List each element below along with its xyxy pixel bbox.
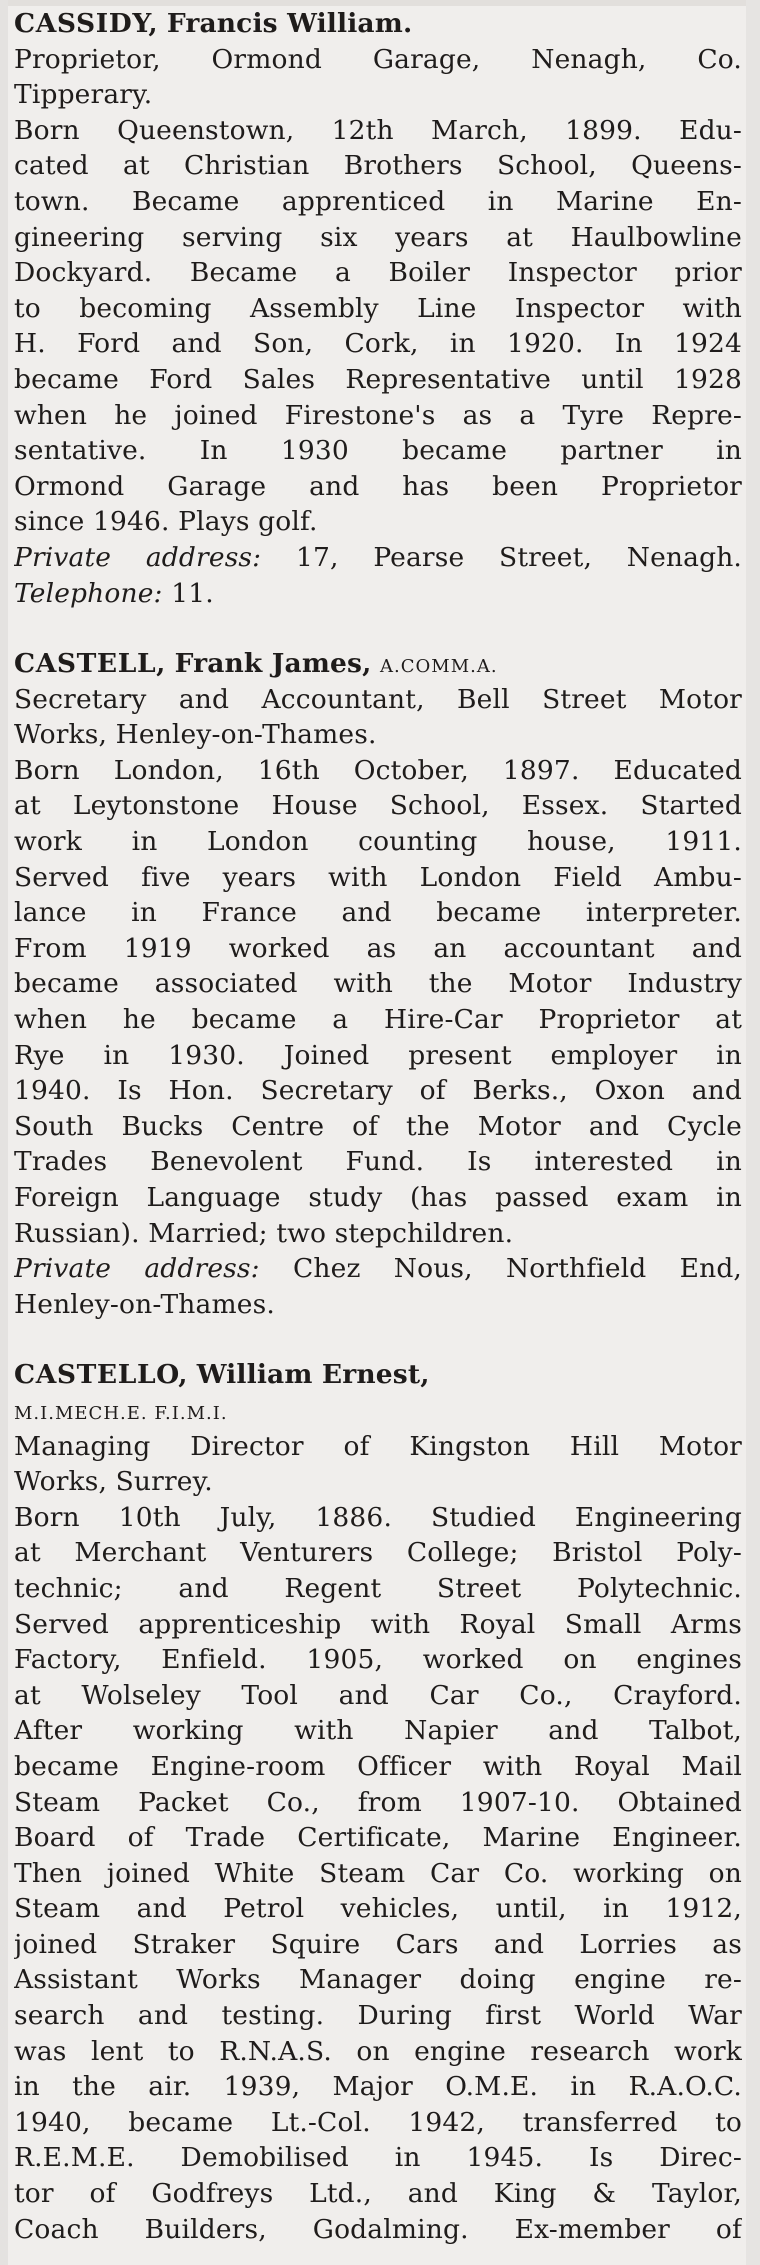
entry-body-line: Rye in 1930. Joined present employer in [14, 1039, 742, 1071]
entry-heading [14, 6, 742, 42]
entry-body-line: Steam and Petrol vehicles, until, in 1912, [14, 1893, 742, 1925]
entry-body-line: Born London, 16th October, 1897. Educated [14, 754, 742, 786]
entry-body-line: at Merchant Venturers College; Bristol Poly- [14, 1537, 742, 1569]
entry-castell [14, 646, 742, 1322]
telephone-label: Telephone: [14, 577, 163, 609]
telephone-value: 11. [171, 577, 214, 609]
entry-body-line: cated at Christian Brothers School, Queens- [14, 150, 742, 182]
entry-body-line: From 1919 worked as an accountant and [14, 932, 742, 964]
private-address-label: Private address: [14, 541, 262, 573]
directory-page [14, 6, 742, 2247]
entry-surname: CASTELLO, [14, 1359, 189, 1391]
entry-body-line: in the air. 1939, Major O.M.E. in R.A.O.C. [14, 2071, 742, 2103]
entry-body-line: town. Became apprenticed in Marine En- [14, 185, 742, 217]
entry-qualifications: M.I.MECH.E. F.I.M.I. [14, 1402, 228, 1424]
entry-body-line: at Leytonstone House School, Essex. Started [14, 790, 742, 822]
entry-body-line: Works, Henley-on-Thames. [14, 719, 377, 751]
entry-body-line: at Wolseley Tool and Car Co., Crayford. [14, 1679, 742, 1711]
private-address-label: Private address: [14, 1253, 260, 1285]
entry-body-line: Born 10th July, 1886. Studied Engineering [14, 1501, 742, 1533]
entry-body-line: became Engine-room Officer with Royal Mail [14, 1750, 742, 1782]
entry-qualifications-line [14, 1393, 742, 1429]
entry-body-line: to becoming Assembly Line Inspector with [14, 292, 742, 324]
entry-body-line: Works, Surrey. [14, 1466, 213, 1498]
entry-heading [14, 1357, 742, 1393]
entry-body-line: when he became a Hire-Car Proprietor at [14, 1004, 742, 1036]
private-address-value: Chez Nous, Northfield End, [292, 1253, 742, 1285]
entry-body-line: when he joined Firestone's as a Tyre Repre- [14, 399, 742, 431]
entry-body-line: Served apprenticeship with Royal Small Arms [14, 1608, 742, 1640]
entry-body-line: Then joined White Steam Car Co. working on [14, 1857, 742, 1889]
entry-body-line: Dockyard. Became a Boiler Inspector prior [14, 257, 742, 289]
private-address-line [14, 1251, 742, 1287]
entry-given-names: William Ernest, [196, 1359, 430, 1391]
entry-body-line: H. Ford and Son, Cork, in 1920. In 1924 [14, 328, 742, 360]
private-address-value: 17, Pearse Street, Nenagh. [296, 541, 742, 573]
entry-gap [14, 1322, 742, 1357]
entry-body-line: work in London counting house, 1911. [14, 826, 742, 858]
telephone-line [14, 576, 742, 612]
entry-cassidy [14, 6, 742, 611]
entry-body-line: 1940, became Lt.-Col. 1942, transferred to [14, 2106, 742, 2138]
entry-gap [14, 611, 742, 646]
entry-body-line: lance in France and became interpreter. [14, 897, 742, 929]
entry-body-line: Tipperary. [14, 79, 153, 111]
page-gutter [0, 0, 8, 2265]
entry-body-line: was lent to R.N.A.S. on engine research work [14, 2035, 742, 2067]
entry-body-line: Served five years with London Field Ambu- [14, 861, 742, 893]
entry-body-line: Steam Packet Co., from 1907-10. Obtained [14, 1786, 742, 1818]
entry-body-line: Secretary and Accountant, Bell Street Motor [14, 683, 742, 715]
entry-body-line: Born Queenstown, 12th March, 1899. Edu- [14, 114, 742, 146]
entry-body-line: Assistant Works Manager doing engine re- [14, 1964, 742, 1996]
entry-body-line: Coach Builders, Godalming. Ex-member of [14, 2213, 742, 2245]
entry-body-line: became Ford Sales Representative until 1928 [14, 363, 742, 395]
private-address-continuation: Henley-on-Thames. [14, 1288, 275, 1320]
private-address-line [14, 540, 742, 576]
entry-body-line: Board of Trade Certificate, Marine Engineer. [14, 1822, 742, 1854]
entry-body-line: since 1946. Plays golf. [14, 506, 318, 538]
entry-body-line: gineering serving six years at Haulbowline [14, 221, 742, 253]
entry-body-line: search and testing. During first World War [14, 2000, 742, 2032]
entry-body-line: Trades Benevolent Fund. Is interested in [14, 1146, 742, 1178]
entry-body-line: Foreign Language study (has passed exam in [14, 1182, 742, 1213]
page-right-edge [746, 0, 760, 2265]
entry-surname: CASSIDY, [14, 8, 159, 39]
entry-body-line: became associated with the Motor Industry [14, 968, 742, 1000]
entry-given-names: Frank James, [174, 648, 372, 680]
entry-body-line: joined Straker Squire Cars and Lorries as [14, 1928, 742, 1960]
entry-body-line: sentative. In 1930 became partner in [14, 435, 742, 467]
entry-body-line: tor of Godfreys Ltd., and King & Taylor, [14, 2178, 742, 2210]
entry-body-line: Russian). Married; two stepchildren. [14, 1217, 514, 1249]
entry-body-line: technic; and Regent Street Polytechnic. [14, 1572, 742, 1604]
entry-body-line: R.E.M.E. Demobilised in 1945. Is Direc- [14, 2142, 742, 2174]
entry-body-line: Factory, Enfield. 1905, worked on engines [14, 1644, 742, 1676]
entry-body-line: Managing Director of Kingston Hill Motor [14, 1430, 742, 1462]
entry-given-names: Francis William. [166, 8, 413, 39]
entry-castello [14, 1357, 742, 2247]
entry-qualifications: A.COMM.A. [380, 656, 498, 678]
entry-body-line: Ormond Garage and has been Proprietor [14, 470, 742, 502]
entry-surname: CASTELL, [14, 648, 166, 680]
entry-body-line: After working with Napier and Talbot, [14, 1715, 742, 1747]
entry-body-line: 1940. Is Hon. Secretary of Berks., Oxon and [14, 1075, 742, 1107]
entry-body-line: South Bucks Centre of the Motor and Cycle [14, 1110, 742, 1142]
entry-body-line: Proprietor, Ormond Garage, Nenagh, Co. [14, 43, 742, 75]
entry-heading [14, 646, 742, 682]
